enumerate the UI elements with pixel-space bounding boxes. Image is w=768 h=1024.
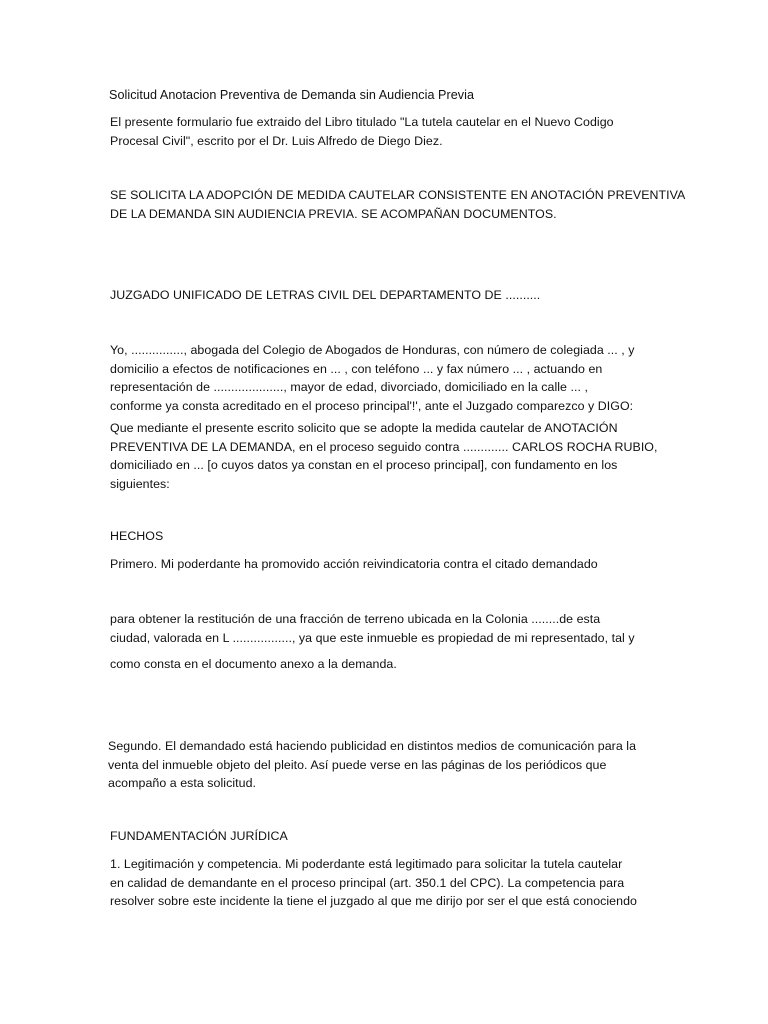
text-line: DE LA DEMANDA SIN AUDIENCIA PREVIA. SE ACOMPAÑAN DOCUMENTOS. [110, 206, 557, 221]
text-line: acompaño a esta solicitud. [108, 776, 257, 790]
text-line: domiciliado en ... [o cuyos datos ya constan en el proceso principal], con fundamento en los [110, 458, 618, 472]
request-heading [110, 186, 686, 223]
text-line: 1. Legitimación y competencia. Mi poderdante está legitimado para solicitar la tutela cautelar [110, 857, 623, 871]
text-line: ciudad, valorada en L ................., ya que este inmueble es propiedad de mi representado, tal y [110, 630, 635, 645]
appearance-paragraph [110, 341, 660, 415]
fact-first-continuation [110, 610, 660, 647]
text-line: representación de ...................., mayor de edad, divorciado, domiciliado en la calle ... , [110, 380, 588, 394]
text-line: PREVENTIVA DE LA DEMANDA, en el proceso seguido contra ............. CARLOS ROCHA RUBIO, [110, 439, 658, 454]
facts-heading: HECHOS [110, 529, 164, 543]
fact-first-paragraph: Primero. Mi poderdante ha promovido acción reivindicatoria contra el citado demandado [110, 557, 598, 571]
text-line: Segundo. El demandado está haciendo publicidad en distintos medios de comunicación para la [108, 739, 637, 753]
text-line: venta del inmueble objeto del pleito. Así puede verse en las páginas de los periódicos que [108, 757, 607, 772]
legal-grounds-heading: FUNDAMENTACIÓN JURÍDICA [110, 829, 288, 843]
text-line: Yo, ..............., abogada del Colegio de Abogados de Honduras, con número de colegiada ... , y [110, 343, 635, 357]
text-line: resolver sobre este incidente la tiene el juzgado al que me dirijo por ser el que está conociendo [110, 894, 637, 908]
text-line: en calidad de demandante en el proceso principal (art. 350.1 del CPC). La competencia para [110, 875, 625, 890]
fact-second-paragraph [108, 737, 658, 793]
text-line: conforme ya consta acreditado en el proceso principal'!', ante el Juzgado comparezco y DIGO: [110, 398, 634, 413]
fact-first-closing: como consta en el documento anexo a la demanda. [110, 657, 397, 671]
text-line: para obtener la restitución de una fracción de terreno ubicada en la Colonia ........de esta [110, 612, 601, 626]
document-title: Solicitud Anotacion Preventiva de Demanda sin Audiencia Previa [109, 88, 475, 102]
text-line: Que mediante el presente escrito solicito que se adopte la medida cautelar de ANOTACIÓN [110, 421, 618, 435]
request-paragraph [110, 419, 660, 493]
text-line: siguientes: [110, 476, 170, 491]
legitimation-paragraph [110, 855, 660, 911]
text-line: Procesal Civil", escrito por el Dr. Luis Alfredo de Diego Diez. [110, 133, 443, 148]
intro-paragraph [110, 113, 660, 150]
court-heading: JUZGADO UNIFICADO DE LETRAS CIVIL DEL DEPARTAMENTO DE .......... [110, 288, 541, 302]
text-line: domicilio a efectos de notificaciones en ... , con teléfono ... y fax número ... , actuando en [110, 361, 603, 376]
text-line: El presente formulario fue extraido del Libro titulado "La tutela cautelar en el Nuevo Codigo [110, 115, 614, 129]
text-line: SE SOLICITA LA ADOPCIÓN DE MEDIDA CAUTELAR CONSISTENTE EN ANOTACIÓN PREVENTIVA [110, 188, 686, 202]
